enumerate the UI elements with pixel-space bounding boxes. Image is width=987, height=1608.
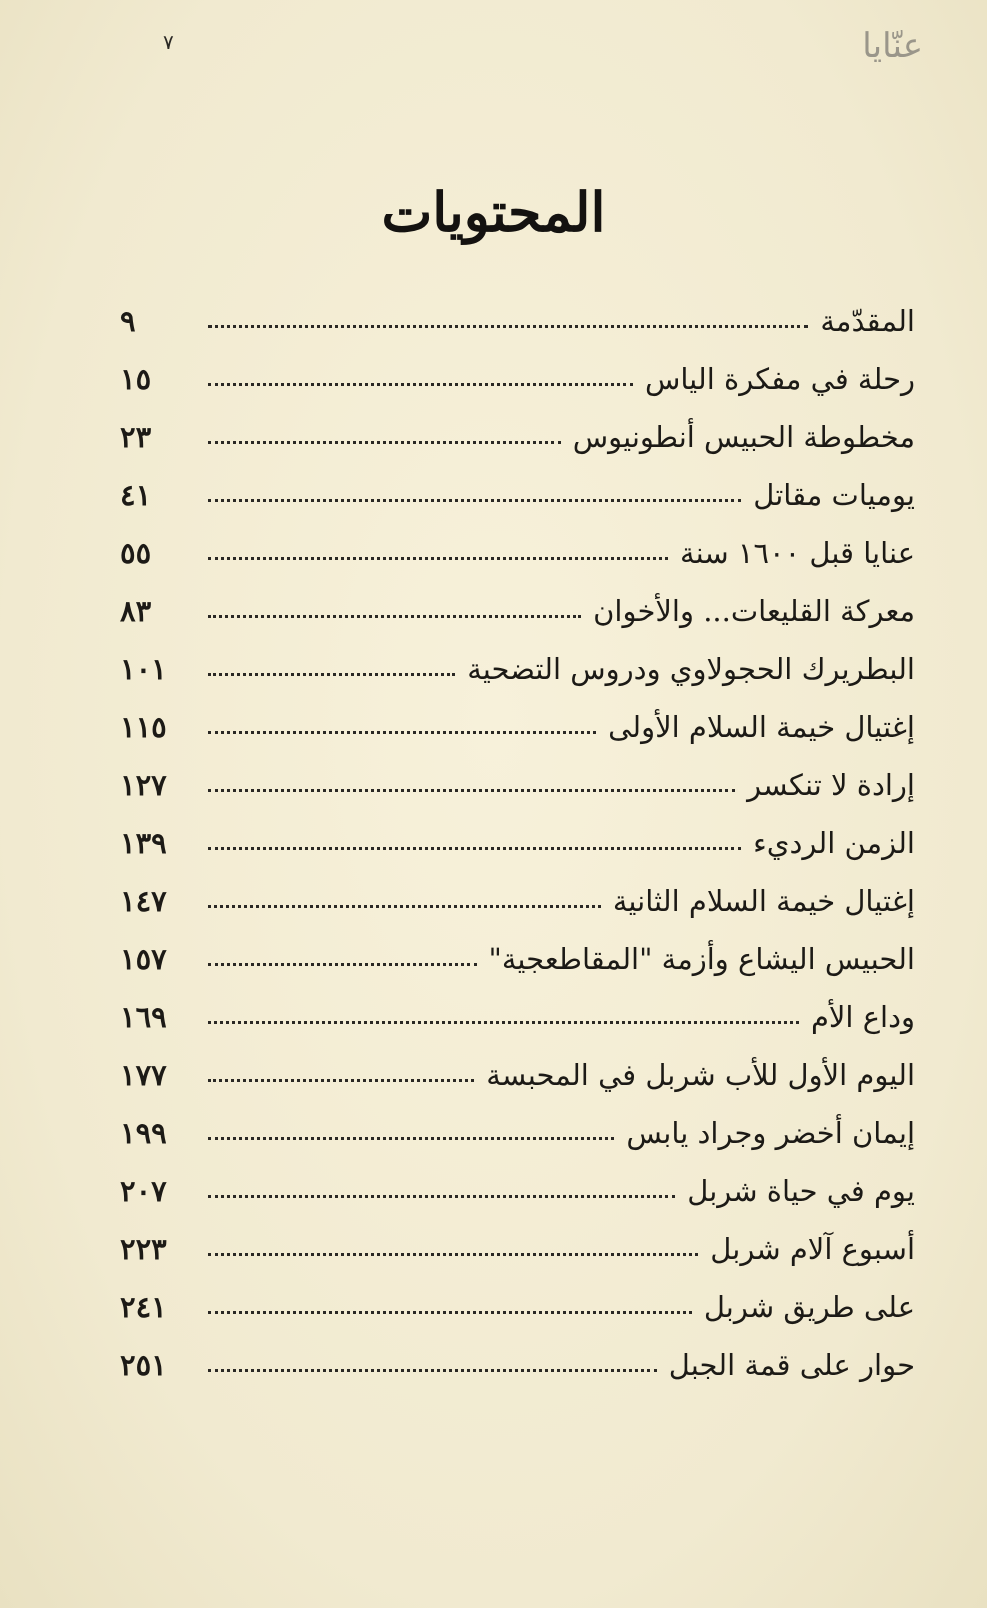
dot-leader: [208, 1311, 692, 1314]
toc-entry[interactable]: [120, 872, 915, 930]
dot-leader: [208, 905, 601, 908]
toc-entry-title: حوار على قمة الجبل: [668, 1348, 915, 1382]
toc-entry-title: يوم في حياة شربل: [687, 1174, 915, 1208]
toc-entry-title: رحلة في مفكرة الياس: [644, 362, 915, 396]
toc-entry-title: المقدّمة: [820, 304, 915, 338]
toc-entry-title: يوميات مقاتل: [753, 478, 915, 512]
toc-entry-title: على طريق شربل: [703, 1290, 915, 1324]
toc-entry[interactable]: [120, 1336, 915, 1394]
toc-entry-title: معركة القليعات... والأخوان: [593, 594, 915, 628]
toc-entry-title: إغتيال خيمة السلام الثانية: [612, 884, 915, 918]
toc-entry[interactable]: [120, 1220, 915, 1278]
dot-leader: [208, 383, 633, 386]
toc-entry-page: ٢٤١: [120, 1290, 167, 1324]
toc-entry-page: ٨٣: [120, 594, 152, 628]
toc-title: المحتويات: [381, 180, 606, 244]
toc-entry[interactable]: [120, 292, 915, 350]
toc-list: [120, 292, 915, 1394]
toc-entry-title: إرادة لا تنكسر: [747, 768, 915, 802]
toc-entry-title: الحبيس اليشاع وأزمة "المقاطعجية": [488, 942, 915, 976]
dot-leader: [208, 325, 808, 328]
dot-leader: [208, 847, 741, 850]
toc-entry[interactable]: [120, 640, 915, 698]
toc-entry-page: ١٦٩: [120, 1000, 167, 1034]
toc-entry[interactable]: [120, 466, 915, 524]
toc-entry[interactable]: [120, 814, 915, 872]
dot-leader: [208, 731, 596, 734]
toc-entry-page: ٢٣: [120, 420, 152, 454]
toc-entry-title: عنايا قبل ١٦٠٠ سنة: [680, 536, 915, 570]
toc-entry-title: إيمان أخضر وجراد يابس: [626, 1116, 915, 1150]
dot-leader: [208, 963, 477, 966]
dot-leader: [208, 673, 455, 676]
toc-entry-page: ٢٥١: [120, 1348, 167, 1382]
dot-leader: [208, 1021, 799, 1024]
dot-leader: [208, 499, 741, 502]
toc-entry-title: مخطوطة الحبيس أنطونيوس: [572, 420, 915, 454]
dot-leader: [208, 615, 581, 618]
toc-entry-page: ١٣٩: [120, 826, 167, 860]
toc-entry-page: ١٥: [120, 362, 152, 396]
toc-entry-page: ١٩٩: [120, 1116, 167, 1150]
toc-entry[interactable]: [120, 582, 915, 640]
toc-entry[interactable]: [120, 350, 915, 408]
toc-entry[interactable]: [120, 1278, 915, 1336]
dot-leader: [208, 1137, 614, 1140]
toc-entry-page: ١٠١: [120, 652, 167, 686]
dot-leader: [208, 1195, 675, 1198]
toc-entry[interactable]: [120, 1162, 915, 1220]
toc-entry-page: ٢٠٧: [120, 1174, 167, 1208]
dot-leader: [208, 1369, 657, 1372]
toc-entry-title: اليوم الأول للأب شربل في المحبسة: [486, 1058, 915, 1092]
dot-leader: [208, 557, 668, 560]
toc-entry-page: ٥٥: [120, 536, 152, 570]
toc-entry-page: ١١٥: [120, 710, 167, 744]
toc-entry-page: ٢٢٣: [120, 1232, 167, 1266]
toc-entry[interactable]: [120, 988, 915, 1046]
dot-leader: [208, 441, 561, 444]
toc-entry[interactable]: [120, 1046, 915, 1104]
toc-entry[interactable]: [120, 756, 915, 814]
toc-entry-page: ١٤٧: [120, 884, 167, 918]
toc-entry-title: الزمن الرديء: [753, 826, 915, 860]
toc-entry-page: ١٥٧: [120, 942, 167, 976]
toc-entry-page: ٩: [120, 304, 136, 338]
toc-entry[interactable]: [120, 408, 915, 466]
toc-entry-page: ١٢٧: [120, 768, 167, 802]
toc-entry[interactable]: [120, 1104, 915, 1162]
toc-entry[interactable]: [120, 698, 915, 756]
running-title: عنّايا: [862, 26, 923, 66]
toc-entry-page: ١٧٧: [120, 1058, 167, 1092]
toc-entry-page: ٤١: [120, 478, 152, 512]
dot-leader: [208, 789, 735, 792]
toc-entry-title: إغتيال خيمة السلام الأولى: [608, 710, 915, 744]
toc-entry-title: أسبوع آلام شربل: [710, 1232, 915, 1266]
toc-entry-title: وداع الأم: [810, 1000, 915, 1034]
dot-leader: [208, 1253, 698, 1256]
toc-entry-title: البطريرك الحجولاوي ودروس التضحية: [467, 652, 915, 686]
toc-entry[interactable]: [120, 930, 915, 988]
toc-entry[interactable]: [120, 524, 915, 582]
dot-leader: [208, 1079, 474, 1082]
page-number: ٧: [163, 30, 174, 54]
